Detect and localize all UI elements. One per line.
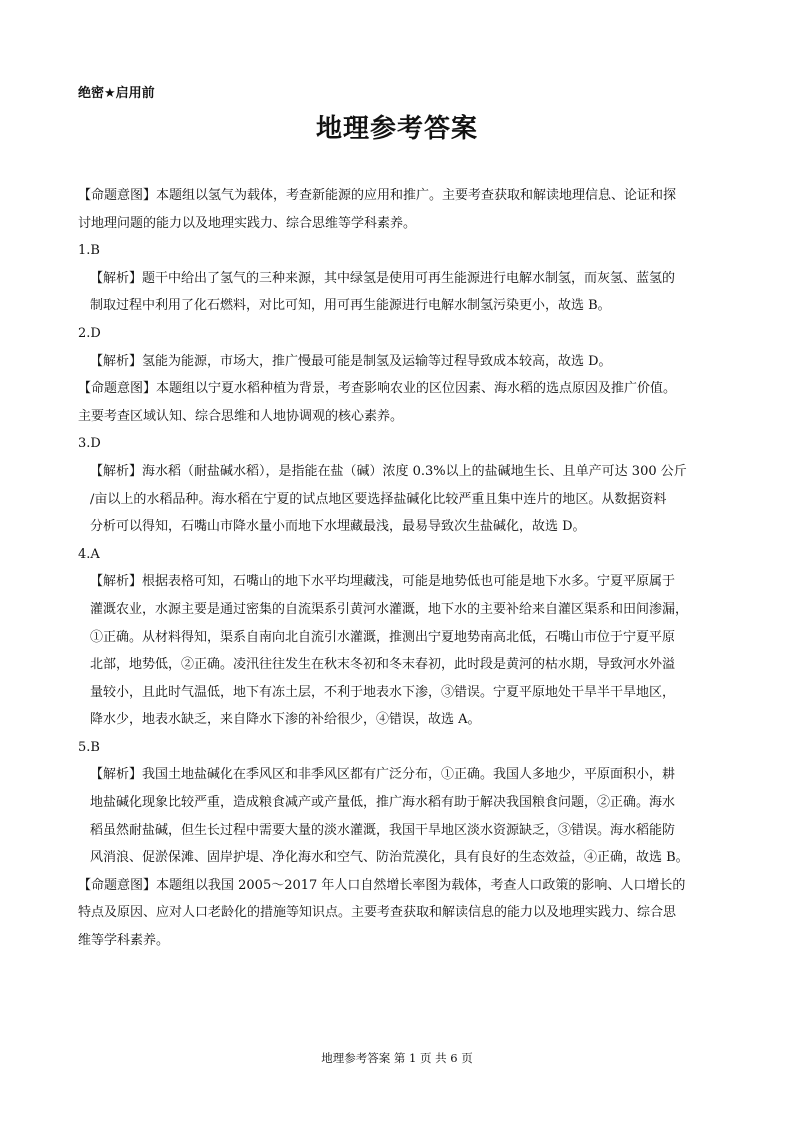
question-number: 5.B xyxy=(78,739,100,755)
answer-content xyxy=(78,182,724,955)
text-line: 维等学科素养。 xyxy=(78,933,170,949)
page-title: 地理参考答案 xyxy=(315,114,478,144)
text-line: 特点及原因、应对人口老龄化的措施等知识点。主要考查获取和解读信息的能力以及地理实践力、综合思 xyxy=(78,905,677,921)
text-line: 北部，地势低，②正确。凌汛往往发生在秋末冬初和冬末春初，此时段是黄河的枯水期，导致河水外溢 xyxy=(90,657,676,673)
text-line: /亩以上的水稻品种。海水稻在宁夏的试点地区要选择盐碱化比较严重且集中连片的地区。从数据资料 xyxy=(90,491,667,507)
intent-block xyxy=(78,872,724,955)
text-line: 灌溉农业，水源主要是通过密集的自流渠系引黄河水灌溉，地下水的主要补给来自灌区渠系和田间渗漏， xyxy=(90,601,689,617)
analysis-block xyxy=(78,761,724,871)
text-line: 稻虽然耐盐碱，但生长过程中需要大量的淡水灌溉，我国干旱地区淡水资源缺乏，③错误。海水稻能防 xyxy=(90,822,676,838)
page-footer: 地理参考答案 第 1 页 共 6 页 xyxy=(321,1051,473,1065)
analysis-block xyxy=(78,568,724,734)
text-line: 量较小，且此时气温低，地下有冻土层，不利于地表水下渗，③错误。宁夏平原地处干旱半干旱地区， xyxy=(90,684,676,700)
text-line: 制取过程中利用了化石燃料，对比可知，用可再生能源进行电解水制氢污染更小，故选 B。 xyxy=(90,298,611,314)
text-line: 讨地理问题的能力以及地理实践力、综合思维等学科素养。 xyxy=(78,215,417,231)
text-line: 【解析】题干中给出了氢气的三种来源，其中绿氢是使用可再生能源进行电解水制氢，而灰氢、蓝氢的 xyxy=(90,270,676,286)
intent-block xyxy=(78,182,724,237)
text-line: ①正确。从材料得知，渠系自南向北自流引水灌溉，推测出宁夏地势南高北低，石嘴山市位于宁夏平原 xyxy=(90,629,676,645)
intent-block xyxy=(78,375,724,430)
text-line: 【命题意图】本题组以宁夏水稻种植为背景，考查影响农业的区位因素、海水稻的选点原因及推广价值。 xyxy=(78,381,677,397)
question-number: 1.B xyxy=(78,243,100,259)
analysis-block xyxy=(78,265,724,320)
text-line: 【命题意图】本题组以氢气为载体，考查新能源的应用和推广。主要考查获取和解读地理信息、论证和探 xyxy=(78,188,677,203)
text-line: 【解析】根据表格可知，石嘴山的地下水平均埋藏浅，可能是地势低也可能是地下水多。宁夏平原属于 xyxy=(90,574,676,590)
text-line: 【解析】我国土地盐碱化在季风区和非季风区都有广泛分布，①正确。我国人多地少，平原面积小，耕 xyxy=(90,767,676,783)
text-line: 风消浪、促淤保滩、固岸护堤、净化海水和空气、防治荒漠化，具有良好的生态效益，④正确，故选 B。 xyxy=(90,850,689,866)
text-line: 【解析】氢能为能源，市场大，推广慢最可能是制氢及运输等过程导致成本较高，故选 D。 xyxy=(90,353,612,369)
text-line: 地盐碱化现象比较严重，造成粮食减产或产量低，推广海水稻有助于解决我国粮食问题，②正确。海水 xyxy=(90,795,676,811)
text-line: 【解析】海水稻（耐盐碱水稻），是指能在盐（碱）浓度 0.3%以上的盐碱地生长、且单产可达 300 公斤 xyxy=(90,463,687,479)
text-line: 主要考查区域认知、综合思维和人地协调观的核心素养。 xyxy=(78,408,404,424)
question-number: 3.D xyxy=(78,436,101,452)
text-line: 降水少，地表水缺乏，来自降水下渗的补给很少，④错误，故选 A。 xyxy=(90,712,481,728)
question-number: 4.A xyxy=(78,546,100,562)
question-number: 2.D xyxy=(78,325,101,341)
analysis-block xyxy=(78,458,724,541)
analysis-block xyxy=(78,348,724,376)
text-line: 【命题意图】本题组以我国 2005～2017 年人口自然增长率图为载体，考查人口政策的影响、人口增长的 xyxy=(78,877,686,893)
text-line: 分析可以得知，石嘴山市降水量小而地下水埋藏最浅，最易导致次生盐碱化，故选 D。 xyxy=(90,519,586,535)
confidential-label: 绝密★启用前 xyxy=(78,86,155,101)
